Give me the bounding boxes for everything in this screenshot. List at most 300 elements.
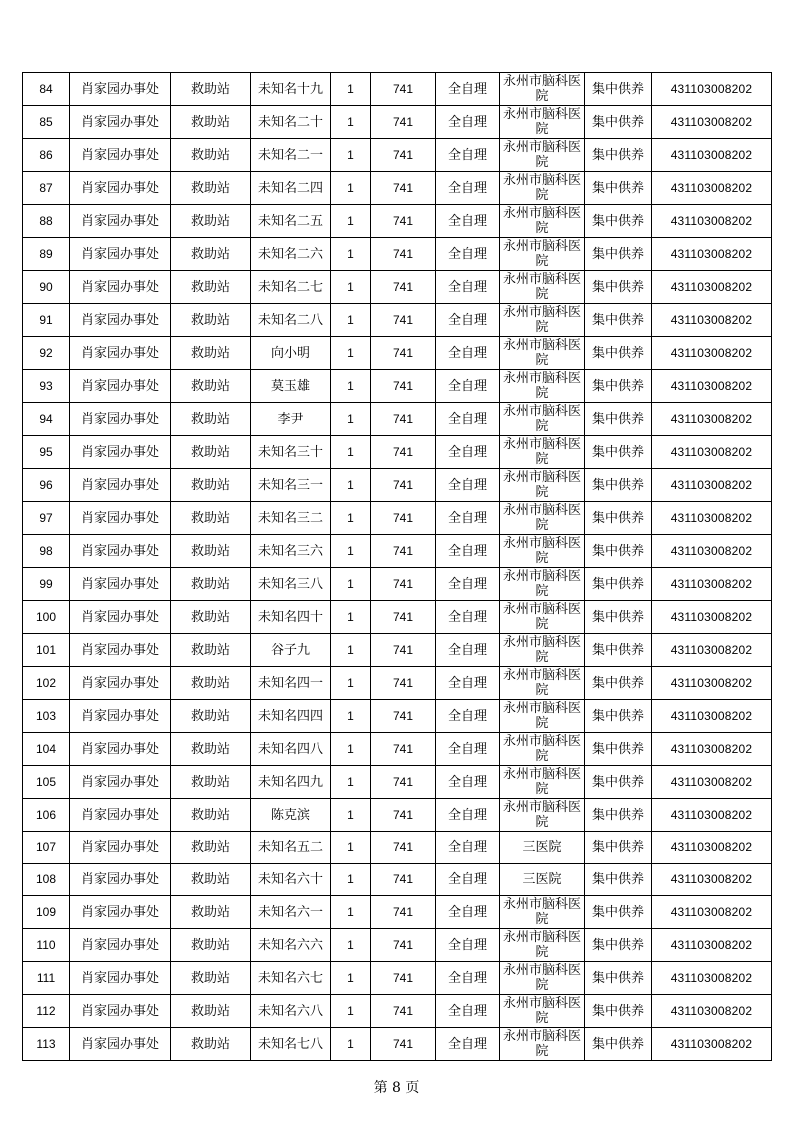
cell-person-name: 未知名三十 xyxy=(251,436,331,469)
page-number: 第 8 页 xyxy=(373,1080,420,1096)
table-row xyxy=(23,403,772,436)
cell-area-code: 431103008202 xyxy=(652,535,772,568)
cell-unit: 救助站 xyxy=(171,469,251,502)
cell-area-code: 431103008202 xyxy=(652,832,772,864)
table-row xyxy=(23,205,772,238)
cell-office: 肖家园办事处 xyxy=(70,238,171,271)
table-row xyxy=(23,601,772,634)
cell-facility: 永州市脑科医院 xyxy=(500,995,585,1028)
cell-amount: 741 xyxy=(371,73,436,106)
records-table xyxy=(22,72,772,1061)
cell-area-code: 431103008202 xyxy=(652,568,772,601)
cell-count: 1 xyxy=(331,106,371,139)
cell-care-level: 全自理 xyxy=(436,733,500,766)
cell-amount: 741 xyxy=(371,995,436,1028)
cell-count: 1 xyxy=(331,601,371,634)
cell-office: 肖家园办事处 xyxy=(70,337,171,370)
cell-facility: 永州市脑科医院 xyxy=(500,370,585,403)
cell-unit: 救助站 xyxy=(171,568,251,601)
cell-serial-number: 97 xyxy=(23,502,70,535)
cell-support-mode: 集中供养 xyxy=(585,502,652,535)
cell-unit: 救助站 xyxy=(171,403,251,436)
cell-amount: 741 xyxy=(371,304,436,337)
cell-area-code: 431103008202 xyxy=(652,469,772,502)
cell-support-mode: 集中供养 xyxy=(585,238,652,271)
cell-unit: 救助站 xyxy=(171,238,251,271)
cell-unit: 救助站 xyxy=(171,106,251,139)
cell-facility: 三医院 xyxy=(500,832,585,864)
cell-support-mode: 集中供养 xyxy=(585,403,652,436)
table-row xyxy=(23,733,772,766)
cell-facility: 永州市脑科医院 xyxy=(500,106,585,139)
cell-count: 1 xyxy=(331,535,371,568)
cell-count: 1 xyxy=(331,864,371,896)
cell-amount: 741 xyxy=(371,436,436,469)
cell-person-name: 未知名七八 xyxy=(251,1028,331,1061)
cell-serial-number: 91 xyxy=(23,304,70,337)
cell-facility: 永州市脑科医院 xyxy=(500,634,585,667)
cell-amount: 741 xyxy=(371,568,436,601)
cell-support-mode: 集中供养 xyxy=(585,733,652,766)
cell-count: 1 xyxy=(331,403,371,436)
cell-count: 1 xyxy=(331,667,371,700)
cell-count: 1 xyxy=(331,205,371,238)
cell-unit: 救助站 xyxy=(171,271,251,304)
table-row xyxy=(23,1028,772,1061)
cell-area-code: 431103008202 xyxy=(652,700,772,733)
cell-office: 肖家园办事处 xyxy=(70,995,171,1028)
cell-area-code: 431103008202 xyxy=(652,436,772,469)
cell-office: 肖家园办事处 xyxy=(70,962,171,995)
cell-person-name: 莫玉雄 xyxy=(251,370,331,403)
cell-person-name: 向小明 xyxy=(251,337,331,370)
cell-serial-number: 87 xyxy=(23,172,70,205)
cell-person-name: 未知名四九 xyxy=(251,766,331,799)
cell-office: 肖家园办事处 xyxy=(70,403,171,436)
table-row xyxy=(23,139,772,172)
cell-care-level: 全自理 xyxy=(436,667,500,700)
cell-office: 肖家园办事处 xyxy=(70,700,171,733)
cell-support-mode: 集中供养 xyxy=(585,337,652,370)
cell-count: 1 xyxy=(331,139,371,172)
cell-area-code: 431103008202 xyxy=(652,106,772,139)
cell-office: 肖家园办事处 xyxy=(70,139,171,172)
cell-office: 肖家园办事处 xyxy=(70,73,171,106)
cell-person-name: 未知名二七 xyxy=(251,271,331,304)
cell-area-code: 431103008202 xyxy=(652,271,772,304)
cell-facility: 永州市脑科医院 xyxy=(500,469,585,502)
cell-amount: 741 xyxy=(371,337,436,370)
cell-office: 肖家园办事处 xyxy=(70,864,171,896)
cell-count: 1 xyxy=(331,929,371,962)
cell-unit: 救助站 xyxy=(171,766,251,799)
cell-care-level: 全自理 xyxy=(436,73,500,106)
cell-office: 肖家园办事处 xyxy=(70,271,171,304)
cell-area-code: 431103008202 xyxy=(652,502,772,535)
cell-person-name: 未知名四四 xyxy=(251,700,331,733)
cell-serial-number: 84 xyxy=(23,73,70,106)
cell-care-level: 全自理 xyxy=(436,929,500,962)
cell-count: 1 xyxy=(331,634,371,667)
cell-serial-number: 107 xyxy=(23,832,70,864)
cell-support-mode: 集中供养 xyxy=(585,304,652,337)
cell-care-level: 全自理 xyxy=(436,995,500,1028)
table-row xyxy=(23,370,772,403)
table-row xyxy=(23,799,772,832)
table-row xyxy=(23,962,772,995)
cell-serial-number: 98 xyxy=(23,535,70,568)
cell-amount: 741 xyxy=(371,864,436,896)
cell-area-code: 431103008202 xyxy=(652,172,772,205)
cell-amount: 741 xyxy=(371,370,436,403)
cell-amount: 741 xyxy=(371,832,436,864)
cell-person-name: 未知名五二 xyxy=(251,832,331,864)
table-row xyxy=(23,896,772,929)
cell-unit: 救助站 xyxy=(171,601,251,634)
cell-care-level: 全自理 xyxy=(436,436,500,469)
cell-count: 1 xyxy=(331,1028,371,1061)
table-row xyxy=(23,337,772,370)
cell-support-mode: 集中供养 xyxy=(585,205,652,238)
cell-support-mode: 集中供养 xyxy=(585,799,652,832)
cell-facility: 永州市脑科医院 xyxy=(500,271,585,304)
table-row xyxy=(23,864,772,896)
cell-facility: 永州市脑科医院 xyxy=(500,337,585,370)
cell-serial-number: 111 xyxy=(23,962,70,995)
cell-care-level: 全自理 xyxy=(436,962,500,995)
cell-amount: 741 xyxy=(371,403,436,436)
cell-area-code: 431103008202 xyxy=(652,634,772,667)
cell-facility: 永州市脑科医院 xyxy=(500,535,585,568)
cell-area-code: 431103008202 xyxy=(652,667,772,700)
table-row xyxy=(23,271,772,304)
cell-support-mode: 集中供养 xyxy=(585,896,652,929)
cell-area-code: 431103008202 xyxy=(652,370,772,403)
cell-office: 肖家园办事处 xyxy=(70,634,171,667)
cell-amount: 741 xyxy=(371,502,436,535)
cell-support-mode: 集中供养 xyxy=(585,929,652,962)
cell-unit: 救助站 xyxy=(171,733,251,766)
cell-amount: 741 xyxy=(371,634,436,667)
cell-person-name: 未知名二六 xyxy=(251,238,331,271)
cell-person-name: 李尹 xyxy=(251,403,331,436)
cell-office: 肖家园办事处 xyxy=(70,568,171,601)
cell-care-level: 全自理 xyxy=(436,469,500,502)
cell-support-mode: 集中供养 xyxy=(585,766,652,799)
cell-area-code: 431103008202 xyxy=(652,205,772,238)
cell-unit: 救助站 xyxy=(171,1028,251,1061)
cell-care-level: 全自理 xyxy=(436,864,500,896)
cell-area-code: 431103008202 xyxy=(652,139,772,172)
cell-unit: 救助站 xyxy=(171,436,251,469)
cell-serial-number: 99 xyxy=(23,568,70,601)
cell-unit: 救助站 xyxy=(171,799,251,832)
cell-area-code: 431103008202 xyxy=(652,403,772,436)
cell-count: 1 xyxy=(331,271,371,304)
cell-care-level: 全自理 xyxy=(436,403,500,436)
cell-person-name: 未知名六七 xyxy=(251,962,331,995)
cell-serial-number: 100 xyxy=(23,601,70,634)
cell-area-code: 431103008202 xyxy=(652,766,772,799)
cell-person-name: 未知名二一 xyxy=(251,139,331,172)
cell-facility: 永州市脑科医院 xyxy=(500,139,585,172)
cell-count: 1 xyxy=(331,766,371,799)
cell-facility: 永州市脑科医院 xyxy=(500,73,585,106)
cell-support-mode: 集中供养 xyxy=(585,832,652,864)
cell-person-name: 未知名六六 xyxy=(251,929,331,962)
cell-amount: 741 xyxy=(371,205,436,238)
cell-support-mode: 集中供养 xyxy=(585,436,652,469)
cell-serial-number: 113 xyxy=(23,1028,70,1061)
cell-facility: 永州市脑科医院 xyxy=(500,238,585,271)
cell-unit: 救助站 xyxy=(171,139,251,172)
cell-support-mode: 集中供养 xyxy=(585,73,652,106)
cell-support-mode: 集中供养 xyxy=(585,634,652,667)
cell-count: 1 xyxy=(331,238,371,271)
cell-support-mode: 集中供养 xyxy=(585,1028,652,1061)
cell-person-name: 未知名三二 xyxy=(251,502,331,535)
cell-serial-number: 90 xyxy=(23,271,70,304)
cell-unit: 救助站 xyxy=(171,337,251,370)
cell-unit: 救助站 xyxy=(171,634,251,667)
cell-serial-number: 96 xyxy=(23,469,70,502)
cell-unit: 救助站 xyxy=(171,929,251,962)
table-row xyxy=(23,568,772,601)
cell-care-level: 全自理 xyxy=(436,601,500,634)
cell-person-name: 未知名二八 xyxy=(251,304,331,337)
cell-count: 1 xyxy=(331,832,371,864)
cell-support-mode: 集中供养 xyxy=(585,962,652,995)
cell-amount: 741 xyxy=(371,929,436,962)
cell-facility: 永州市脑科医院 xyxy=(500,502,585,535)
cell-care-level: 全自理 xyxy=(436,700,500,733)
cell-unit: 救助站 xyxy=(171,896,251,929)
cell-count: 1 xyxy=(331,962,371,995)
cell-serial-number: 110 xyxy=(23,929,70,962)
cell-facility: 永州市脑科医院 xyxy=(500,929,585,962)
cell-count: 1 xyxy=(331,502,371,535)
cell-facility: 永州市脑科医院 xyxy=(500,1028,585,1061)
cell-area-code: 431103008202 xyxy=(652,864,772,896)
cell-area-code: 431103008202 xyxy=(652,601,772,634)
cell-person-name: 未知名三一 xyxy=(251,469,331,502)
cell-unit: 救助站 xyxy=(171,304,251,337)
cell-care-level: 全自理 xyxy=(436,1028,500,1061)
cell-amount: 741 xyxy=(371,766,436,799)
cell-facility: 永州市脑科医院 xyxy=(500,667,585,700)
table-row xyxy=(23,766,772,799)
cell-serial-number: 106 xyxy=(23,799,70,832)
cell-office: 肖家园办事处 xyxy=(70,502,171,535)
cell-count: 1 xyxy=(331,172,371,205)
cell-support-mode: 集中供养 xyxy=(585,535,652,568)
cell-facility: 永州市脑科医院 xyxy=(500,896,585,929)
cell-count: 1 xyxy=(331,436,371,469)
cell-facility: 永州市脑科医院 xyxy=(500,601,585,634)
cell-facility: 永州市脑科医院 xyxy=(500,403,585,436)
cell-serial-number: 112 xyxy=(23,995,70,1028)
cell-care-level: 全自理 xyxy=(436,634,500,667)
cell-count: 1 xyxy=(331,370,371,403)
table-row xyxy=(23,238,772,271)
cell-unit: 救助站 xyxy=(171,172,251,205)
cell-office: 肖家园办事处 xyxy=(70,667,171,700)
cell-person-name: 未知名十九 xyxy=(251,73,331,106)
cell-person-name: 谷子九 xyxy=(251,634,331,667)
cell-area-code: 431103008202 xyxy=(652,995,772,1028)
cell-office: 肖家园办事处 xyxy=(70,929,171,962)
cell-serial-number: 85 xyxy=(23,106,70,139)
cell-person-name: 未知名四一 xyxy=(251,667,331,700)
cell-office: 肖家园办事处 xyxy=(70,799,171,832)
cell-amount: 741 xyxy=(371,733,436,766)
cell-area-code: 431103008202 xyxy=(652,929,772,962)
table-row xyxy=(23,634,772,667)
cell-office: 肖家园办事处 xyxy=(70,172,171,205)
cell-amount: 741 xyxy=(371,896,436,929)
cell-support-mode: 集中供养 xyxy=(585,139,652,172)
cell-serial-number: 109 xyxy=(23,896,70,929)
cell-care-level: 全自理 xyxy=(436,172,500,205)
cell-serial-number: 101 xyxy=(23,634,70,667)
cell-office: 肖家园办事处 xyxy=(70,601,171,634)
cell-office: 肖家园办事处 xyxy=(70,1028,171,1061)
cell-unit: 救助站 xyxy=(171,832,251,864)
cell-unit: 救助站 xyxy=(171,700,251,733)
cell-office: 肖家园办事处 xyxy=(70,304,171,337)
cell-support-mode: 集中供养 xyxy=(585,271,652,304)
cell-facility: 永州市脑科医院 xyxy=(500,436,585,469)
cell-care-level: 全自理 xyxy=(436,106,500,139)
table-row xyxy=(23,995,772,1028)
cell-unit: 救助站 xyxy=(171,535,251,568)
cell-person-name: 未知名四八 xyxy=(251,733,331,766)
cell-count: 1 xyxy=(331,73,371,106)
cell-facility: 三医院 xyxy=(500,864,585,896)
cell-care-level: 全自理 xyxy=(436,205,500,238)
cell-serial-number: 95 xyxy=(23,436,70,469)
cell-unit: 救助站 xyxy=(171,73,251,106)
table-row xyxy=(23,73,772,106)
cell-amount: 741 xyxy=(371,469,436,502)
cell-support-mode: 集中供养 xyxy=(585,864,652,896)
table-row xyxy=(23,436,772,469)
cell-unit: 救助站 xyxy=(171,667,251,700)
cell-care-level: 全自理 xyxy=(436,271,500,304)
cell-facility: 永州市脑科医院 xyxy=(500,766,585,799)
cell-area-code: 431103008202 xyxy=(652,238,772,271)
cell-amount: 741 xyxy=(371,601,436,634)
cell-area-code: 431103008202 xyxy=(652,73,772,106)
cell-care-level: 全自理 xyxy=(436,139,500,172)
cell-serial-number: 92 xyxy=(23,337,70,370)
cell-care-level: 全自理 xyxy=(436,370,500,403)
cell-area-code: 431103008202 xyxy=(652,799,772,832)
cell-count: 1 xyxy=(331,568,371,601)
cell-area-code: 431103008202 xyxy=(652,962,772,995)
cell-count: 1 xyxy=(331,337,371,370)
cell-amount: 741 xyxy=(371,271,436,304)
cell-care-level: 全自理 xyxy=(436,568,500,601)
cell-unit: 救助站 xyxy=(171,962,251,995)
cell-support-mode: 集中供养 xyxy=(585,568,652,601)
cell-area-code: 431103008202 xyxy=(652,1028,772,1061)
table-row xyxy=(23,700,772,733)
table-row xyxy=(23,929,772,962)
cell-person-name: 未知名六十 xyxy=(251,864,331,896)
cell-care-level: 全自理 xyxy=(436,238,500,271)
cell-area-code: 431103008202 xyxy=(652,337,772,370)
cell-serial-number: 94 xyxy=(23,403,70,436)
cell-amount: 741 xyxy=(371,535,436,568)
cell-amount: 741 xyxy=(371,1028,436,1061)
table-row xyxy=(23,535,772,568)
cell-facility: 永州市脑科医院 xyxy=(500,568,585,601)
cell-office: 肖家园办事处 xyxy=(70,832,171,864)
cell-office: 肖家园办事处 xyxy=(70,469,171,502)
cell-unit: 救助站 xyxy=(171,864,251,896)
table-row xyxy=(23,667,772,700)
cell-facility: 永州市脑科医院 xyxy=(500,799,585,832)
cell-count: 1 xyxy=(331,733,371,766)
cell-office: 肖家园办事处 xyxy=(70,436,171,469)
cell-office: 肖家园办事处 xyxy=(70,535,171,568)
cell-support-mode: 集中供养 xyxy=(585,469,652,502)
table-row xyxy=(23,502,772,535)
table-row xyxy=(23,469,772,502)
cell-office: 肖家园办事处 xyxy=(70,896,171,929)
cell-amount: 741 xyxy=(371,799,436,832)
cell-area-code: 431103008202 xyxy=(652,733,772,766)
cell-support-mode: 集中供养 xyxy=(585,667,652,700)
cell-amount: 741 xyxy=(371,700,436,733)
cell-serial-number: 103 xyxy=(23,700,70,733)
cell-area-code: 431103008202 xyxy=(652,896,772,929)
cell-amount: 741 xyxy=(371,962,436,995)
cell-care-level: 全自理 xyxy=(436,832,500,864)
cell-count: 1 xyxy=(331,469,371,502)
cell-person-name: 未知名二四 xyxy=(251,172,331,205)
cell-facility: 永州市脑科医院 xyxy=(500,172,585,205)
cell-care-level: 全自理 xyxy=(436,766,500,799)
cell-amount: 741 xyxy=(371,172,436,205)
cell-count: 1 xyxy=(331,896,371,929)
cell-amount: 741 xyxy=(371,238,436,271)
cell-care-level: 全自理 xyxy=(436,799,500,832)
cell-serial-number: 105 xyxy=(23,766,70,799)
cell-care-level: 全自理 xyxy=(436,535,500,568)
cell-serial-number: 93 xyxy=(23,370,70,403)
cell-amount: 741 xyxy=(371,106,436,139)
cell-support-mode: 集中供养 xyxy=(585,106,652,139)
cell-office: 肖家园办事处 xyxy=(70,370,171,403)
cell-serial-number: 108 xyxy=(23,864,70,896)
cell-person-name: 陈克滨 xyxy=(251,799,331,832)
cell-office: 肖家园办事处 xyxy=(70,733,171,766)
cell-amount: 741 xyxy=(371,667,436,700)
cell-serial-number: 86 xyxy=(23,139,70,172)
cell-area-code: 431103008202 xyxy=(652,304,772,337)
cell-amount: 741 xyxy=(371,139,436,172)
cell-office: 肖家园办事处 xyxy=(70,106,171,139)
cell-person-name: 未知名六八 xyxy=(251,995,331,1028)
cell-count: 1 xyxy=(331,700,371,733)
table-row xyxy=(23,304,772,337)
cell-unit: 救助站 xyxy=(171,502,251,535)
table-row xyxy=(23,172,772,205)
cell-support-mode: 集中供养 xyxy=(585,370,652,403)
cell-facility: 永州市脑科医院 xyxy=(500,700,585,733)
